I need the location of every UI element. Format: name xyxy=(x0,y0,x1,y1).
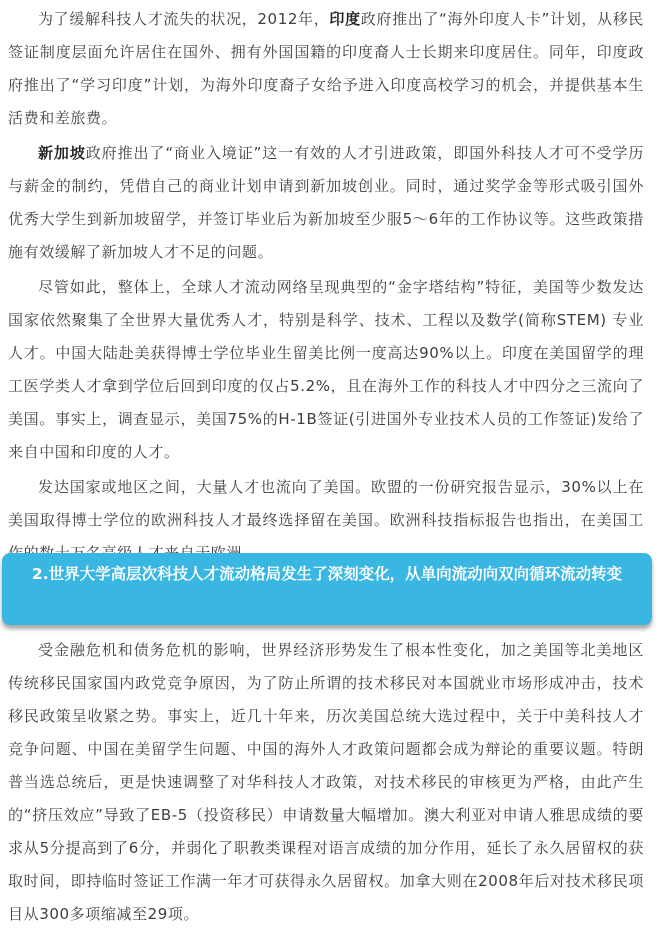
paragraph-singapore xyxy=(8,137,644,269)
paragraph-india-text: 政府推出了“海外印度人卡”计划，从移民签证制度层面允许居住在国外、拥有外国国籍的印度裔人士长期来印度居住。同年，印度政府推出了“学习印度”计划，为海外印度裔子女给予进入印度高校学习的机会，并提供基本生活费和差旅费。 xyxy=(8,10,644,127)
paragraph-europe-to-us: 发达国家或地区之间，大量人才也流向了美国。欧盟的一份研究报告显示，30%以上在美国取得博士学位的欧洲科技人才最终选择留在美国。欧洲科技指标报告也指出，在美国工 xyxy=(8,478,644,529)
paragraph-india xyxy=(8,3,644,135)
paragraph-india-lead: 为了缓解科技人才流失的状况，2012年， xyxy=(38,10,330,28)
paragraph-immigration-policy: 受金融危机和债务危机的影响，世界经济形势发生了根本性变化，加之美国等北美地区传统移民国家国内政党竞争原因，为了防止所谓的技术移民对本国就业市场形成冲击，技术移民政策呈收紧之势。事实上，近几十年来，历次美国总统大选过程中，关于中美科技人才竞争问题、中国在美留学生问题、中国的海外人才政策问题都会成为辩论的重要议题。特朗普当选总统后，更是快速调整了对华科技人才政策，对技术移民的审核更为严格，由此产生的“挤压效应”导致了EB-5（投资移民）申请数量大幅增加。澳大利亚对申请人雅思成绩的要求从5分提高到了6分，并弱化了职教类课程对语言成绩的加分作用，延长了永久居留权的获取时间，即持临时签证工作满一年才可获得永久居留权。加拿大则在2008年后对技术移民项目从300多项缩减至29项。 xyxy=(8,641,644,923)
section-heading-banner: 2.世界大学高层次科技人才流动格局发生了深刻变化，从单向流动向双向循环流动转变 xyxy=(2,553,652,625)
paragraph-singapore-text: 政府推出了“商业入境证”这一有效的人才引进政策，即国外科技人才可不受学历与薪金的制约，凭借自己的商业计划申请到新加坡创业。同时，通过奖学金等形式吸引国外优秀大学生到新加坡留学，并签订毕业后为新加坡至少服5～6年的工作协议等。这些政策措施有效缓解了新加坡人才不足的问题。 xyxy=(8,144,644,261)
paragraph-pyramid-structure: 尽管如此，整体上，全球人才流动网络呈现典型的“金字塔结构”特征，美国等少数发达国家依然聚集了全世界大量优秀人才，特别是科学、技术、工程以及数学(简称STEM) 专业人才。中国大陆赴美获得博士学位毕业生留美比例一度高达90%以上。印度在美国留学的理工医学类人才拿到学位后回到印度的仅占5.2%，且在海外工作的科技人才中四分之三流向了美国。事实上，调查显示，美国75%的H-1B签证(引进国外专业技术人员的工作签证)发给了来自中国和印度的人才。 xyxy=(8,278,644,461)
keyword-india: 印度 xyxy=(329,10,361,28)
keyword-singapore: 新加坡 xyxy=(38,144,86,162)
